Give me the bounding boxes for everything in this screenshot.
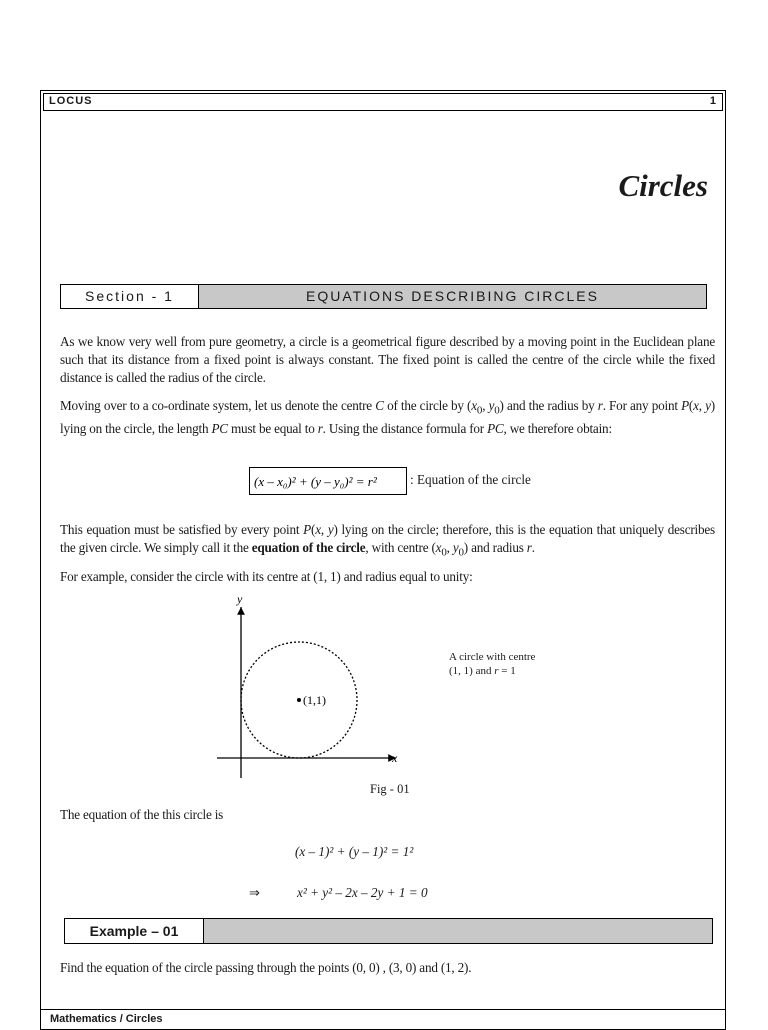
example-label: Example – 01 bbox=[65, 919, 204, 943]
example-heading bbox=[64, 918, 713, 944]
intro-paragraph: As we know very well from pure geometry, a circle is a geometrical figure described by a moving point in the Euclidean plane such that its distance from a fixed point is always constant. The fixed point is called the centre of the circle while the fixed distance is called the radius of the circle. bbox=[60, 334, 715, 385]
side-caption-line-1: A circle with centre bbox=[449, 651, 536, 663]
example-question: Find the equation of the circle passing through the points (0, 0) , (3, 0) and (1, 2). bbox=[60, 960, 472, 975]
y-axis-label: y bbox=[237, 592, 243, 606]
equation-intro: The equation of the this circle is bbox=[60, 807, 224, 822]
header-title: LOCUS bbox=[49, 95, 93, 107]
page-footer: Mathematics / Circles bbox=[40, 1009, 726, 1025]
centre-label: (1,1) bbox=[303, 693, 326, 707]
circle-figure bbox=[200, 590, 420, 790]
section-label: Section - 1 bbox=[61, 285, 199, 308]
example-intro: For example, consider the circle with its centre at (1, 1) and radius equal to unity: bbox=[60, 569, 473, 584]
page-number: 1 bbox=[709, 95, 716, 107]
circle-equation bbox=[250, 468, 406, 494]
figure-side-caption bbox=[449, 650, 535, 678]
example-bar bbox=[204, 919, 712, 943]
side-caption-line-2: (1, 1) and r = 1 bbox=[449, 665, 516, 677]
coordinate-paragraph: Moving over to a co-ordinate system, let us denote the centre C of the circle by ($x_0$, $y_0$) and the radius by r. For any point P(x, y) lying on the circle, the length PC must be equal to r. Using the distance formula for PC, we therefore obtain: bbox=[60, 398, 715, 436]
centre-point bbox=[297, 698, 301, 702]
section-title: EQUATIONS DESCRIBING CIRCLES bbox=[199, 285, 706, 308]
x-axis-label: x bbox=[392, 751, 398, 765]
equation-1: (x – 1)² + (y – 1)² = 1² bbox=[295, 844, 414, 859]
implies-symbol: ⇒ bbox=[249, 885, 261, 900]
equation-2: x² + y² – 2x – 2y + 1 = 0 bbox=[297, 885, 428, 900]
figure-caption: Fig - 01 bbox=[370, 782, 410, 796]
section-heading bbox=[60, 284, 707, 309]
circle-diagram bbox=[200, 590, 420, 785]
equation-explanation: This equation must be satisfied by every point P(x, y) lying on the circle; therefore, this is the equation that uniquely describes the given circle. We simply call it the equation of the circle, with centre ($x_0$, $y_0$) and radius r. bbox=[60, 522, 715, 559]
chapter-title: Circles bbox=[618, 168, 708, 203]
circle-equation-text: (x – x₀)² + (y – y₀)² = r² bbox=[254, 474, 377, 489]
equation-label: : Equation of the circle bbox=[410, 472, 531, 487]
page-header bbox=[43, 93, 723, 111]
circle-equation-box bbox=[249, 467, 407, 495]
